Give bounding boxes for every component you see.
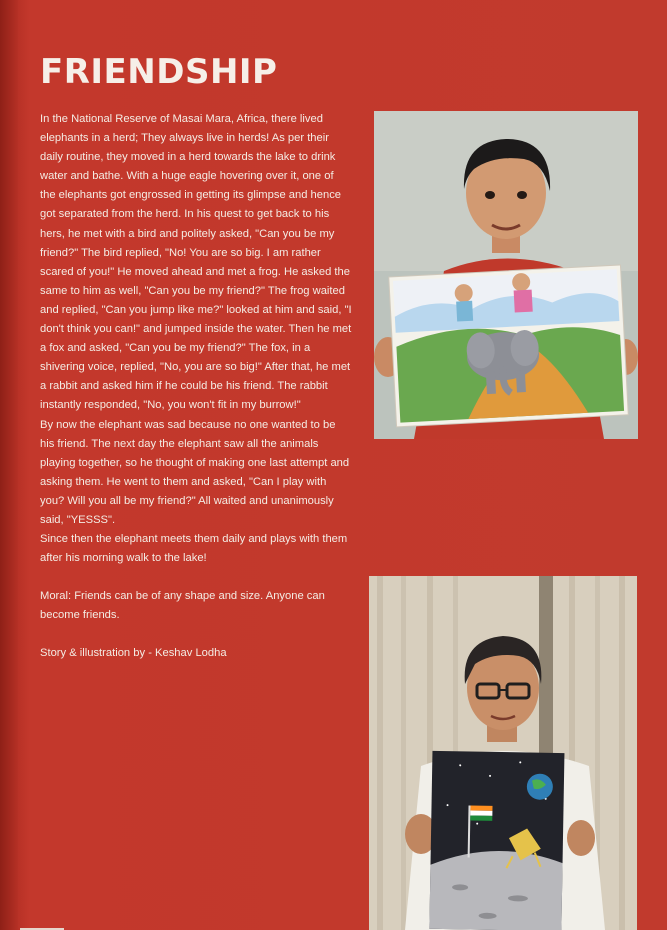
page-title: FRIENDSHIP bbox=[40, 52, 278, 92]
moral-text: Moral: Friends can be of any shape and size. Anyone can become friends. bbox=[40, 590, 325, 622]
credit-text: Story & illustration by - Keshav Lodha bbox=[40, 647, 227, 660]
photo-boy-with-elephant-drawing bbox=[374, 111, 638, 439]
story-paragraph-1: In the National Reserve of Masai Mara, Africa, there lived elephants in a herd; They always live in herds! As per their daily routine, they moved in a herd towards the lake to drink water and bathe. With a huge eagle hovering over it, one of the elephants got engrossed in getting its glimpse and hence got separated from the herd. In his quest to get back to his hers, he met with a bird and politely asked, "Can you be my friend?" The bird replied, "No! You are so big. I am rather scared of you!" He moved ahead and met a frog. He asked the same to him as well, "Can you be my friend?" The frog waited and replied, "Can you jump like me?" looked at him and said, "I don't think you can!" and jumped inside the water. Then he met a fox and asked, "Can you be my friend?" The fox, in a shivering voice, replied, "No, you are so big!" After that, he met a rabbit and asked him if he could be his friend. The rabbit instantly responded, "No, you won't fit in my burrow!" bbox=[40, 113, 352, 412]
story-paragraph-2: By now the elephant was sad because no one wanted to be his friend. The next day the elephant saw all the animals playing together, so he thought of making one last attempt and asking them. He went to them and asked, "Can I play with you? Will you all be my friend?" All waited and unanimously said, "YESSS". bbox=[40, 418, 350, 526]
story-text bbox=[40, 110, 352, 664]
story-paragraph-3: Since then the elephant meets them daily and plays with them after his morning walk to the lake! bbox=[40, 533, 348, 565]
page-spine bbox=[0, 0, 18, 930]
photo-boy-with-moon-drawing bbox=[369, 576, 637, 930]
